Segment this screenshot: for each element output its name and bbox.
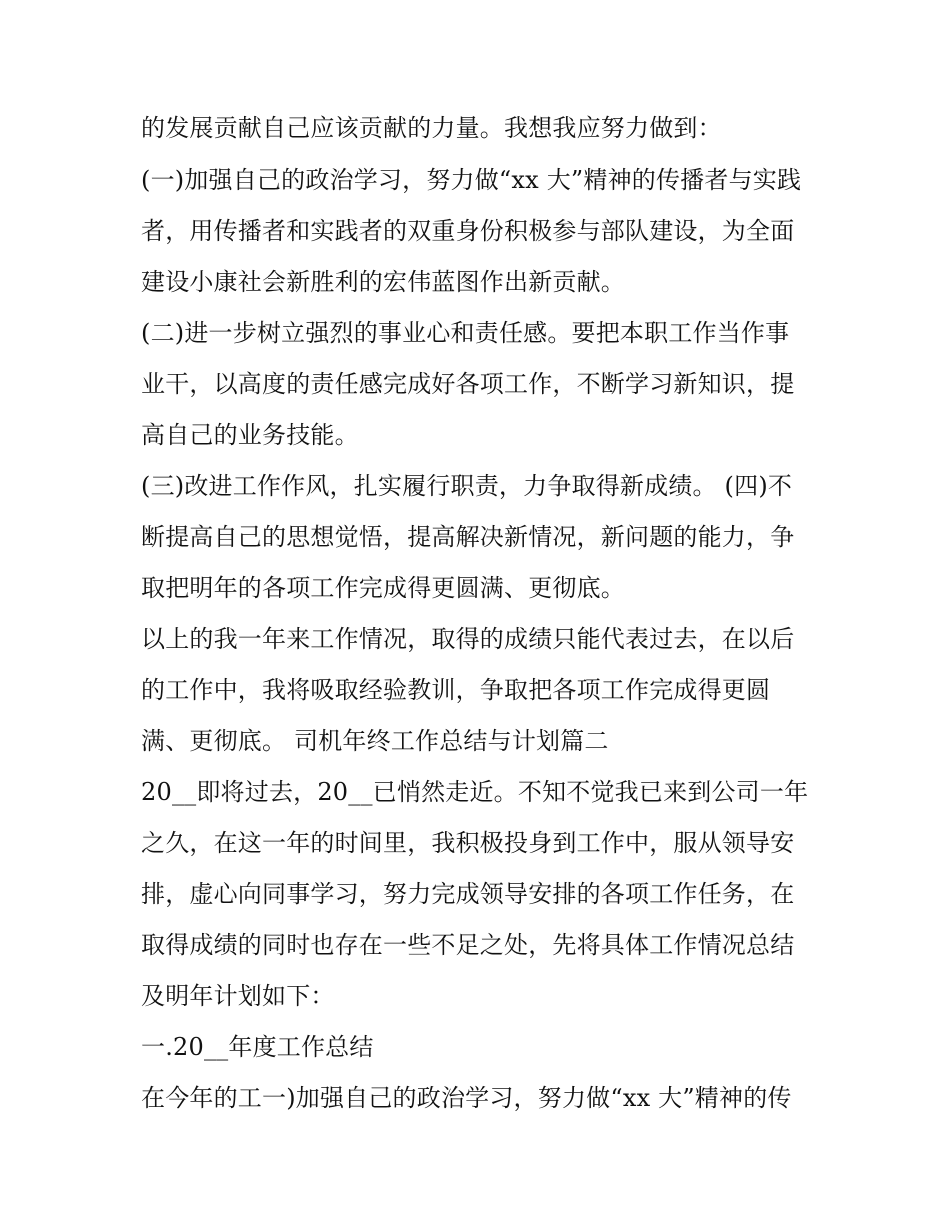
text-line: 高自己的业务技能。 — [141, 421, 359, 449]
text-line: (一)加强自己的政治学习，努力做“xx 大”精神的传播者与实践 — [141, 166, 802, 194]
text-line: 断提高自己的思想觉悟，提高解决新情况，新问题的能力，争 — [141, 523, 795, 551]
text-line: (二)进一步树立强烈的事业心和责任感。要把本职工作当作事 — [141, 319, 790, 347]
text-line: 取得成绩的同时也存在一些不足之处，先将具体工作情况总结 — [141, 931, 795, 959]
text-line: 及明年计划如下： — [141, 982, 335, 1010]
text-line: (三)改进工作作风，扎实履行职责，力争取得新成绩。 (四)不 — [141, 472, 793, 500]
text-line: 者，用传播者和实践者的双重身份积极参与部队建设，为全面 — [141, 217, 795, 245]
text-line: 在今年的工一)加强自己的政治学习，努力做“xx 大”精神的传 — [141, 1084, 792, 1112]
text-line: 业干，以高度的责任感完成好各项工作，不断学习新知识，提 — [141, 370, 795, 398]
text-line: 的发展贡献自己应该贡献的力量。我想我应努力做到： — [141, 114, 722, 142]
text-line: 满、更彻底。 司机年终工作总结与计划篇二 — [141, 727, 609, 755]
text-line: 20__即将过去，20__已悄然走近。不知不觉我已来到公司一年 — [141, 778, 809, 806]
text-line: 之久，在这一年的时间里，我积极投身到工作中，服从领导安 — [141, 829, 795, 857]
text-line: 一.20__年度工作总结 — [141, 1033, 374, 1061]
text-line: 取把明年的各项工作完成得更圆满、更彻底。 — [141, 574, 625, 602]
text-line: 排，虚心向同事学习，努力完成领导安排的各项工作任务，在 — [141, 880, 795, 908]
text-line: 建设小康社会新胜利的宏伟蓝图作出新贡献。 — [141, 268, 625, 296]
text-line: 的工作中，我将吸取经验教训，争取把各项工作完成得更圆 — [141, 676, 771, 704]
text-line: 以上的我一年来工作情况，取得的成绩只能代表过去，在以后 — [141, 625, 795, 653]
